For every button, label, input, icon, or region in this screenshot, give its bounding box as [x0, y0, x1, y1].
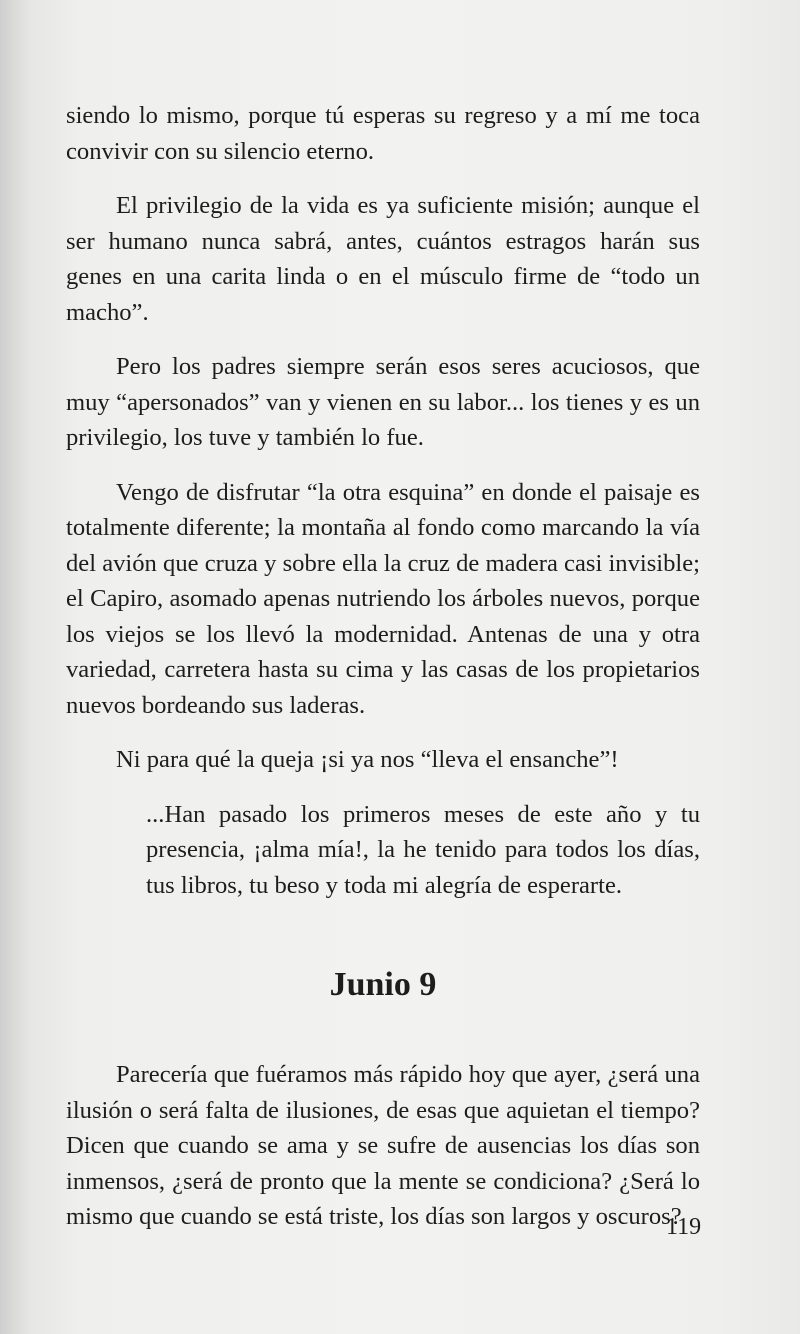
- page-number: 119: [666, 1214, 702, 1240]
- paragraph-continuation: siendo lo mismo, porque tú esperas su regreso y a mí me toca convivir con su silencio eterno.: [66, 102, 700, 165]
- paragraph-queja: Ni para qué la queja ¡si ya nos “lleva el ensanche”!: [116, 746, 619, 773]
- paragraph-privilegio: El privilegio de la vida es ya suficiente misión; aunque el ser humano nunca sabrá, antes, cuántos estragos harán sus genes en una carita linda o en el músculo firme de “todo un macho”.: [66, 192, 700, 326]
- book-page: [66, 98, 700, 1235]
- section-heading-wrap: [66, 965, 700, 1005]
- paragraph-otra-esquina: Vengo de disfrutar “la otra esquina” en donde el paisaje es totalmente diferente; la montaña al fondo como marcando la vía del avión que cruza y sobre ella la cruz de madera casi invisible; el Capiro, asomado apenas nutriendo los árboles nuevos, porque los viejos se los llevó la modernidad. Antenas de una y otra variedad, carretera hasta su cima y las casas de los propietarios nuevos bordeando sus laderas.: [66, 478, 700, 719]
- quote-text: ...Han pasado los primeros meses de este año y tu presencia, ¡alma mía!, la he tenido para todos los días, tus libros, tu beso y toda mi alegría de esperarte.: [146, 800, 700, 899]
- paragraph-junio: Parecería que fuéramos más rápido hoy que ayer, ¿será una ilusión o será falta de ilusiones, de esas que aquietan el tiempo? Dicen que cuando se ama y se sufre de ausencias los días son inmensos, ¿será de pronto que la mente se condiciona? ¿Será lo mismo que cuando se está triste, los días son largos y oscuros?: [66, 1061, 700, 1230]
- indented-quote: [146, 797, 700, 904]
- section-heading: Junio 9: [329, 966, 437, 1003]
- paragraph-padres: Pero los padres siempre serán esos seres acuciosos, que muy “apersonados” van y vienen en su labor... los tienes y es un privilegio, los tuve y también lo fue.: [66, 353, 700, 451]
